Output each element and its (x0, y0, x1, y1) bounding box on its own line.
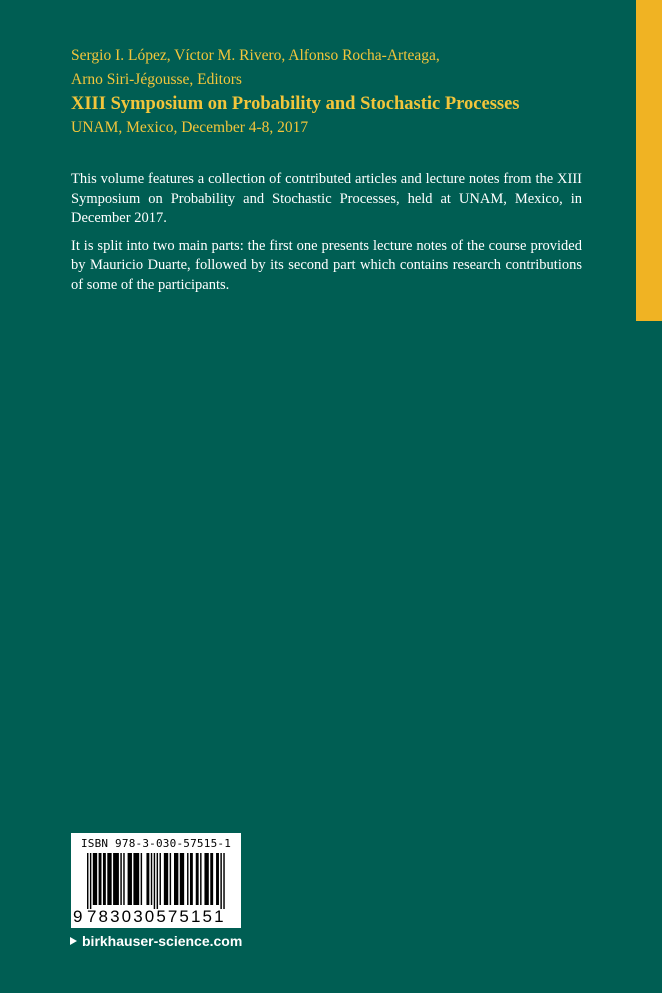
book-subtitle: UNAM, Mexico, December 4-8, 2017 (71, 119, 309, 136)
description-paragraph-1: This volume features a collection of contributed articles and lecture notes from the XIII Symposium on Probability and Stochastic Processes, held at UNAM, Mexico, in December 2017. (71, 171, 582, 226)
barcode-icon (71, 853, 241, 909)
website-text: birkhauser-science.com (82, 933, 243, 949)
description-paragraph-2: It is split into two main parts: the first one presents lecture notes of the course provided by Mauricio Duarte, followed by its second part which contains research contributions of some of the participants. (71, 237, 582, 293)
editors-line-2: Arno Siri-Jégousse, Editors (71, 71, 242, 88)
isbn-barcode (71, 833, 241, 928)
editors-line-1: Sergio I. López, Víctor M. Rivero, Alfonso Rocha-Arteaga, (71, 47, 440, 64)
description (71, 170, 582, 303)
publisher-website-link[interactable] (70, 933, 242, 949)
accent-strip (636, 0, 662, 321)
arrow-right-icon (70, 937, 77, 945)
editors-block (71, 44, 591, 92)
barcode-number: 783030575151 (87, 907, 226, 926)
book-title: XIII Symposium on Probability and Stochastic Processes (71, 94, 520, 114)
isbn-label: ISBN 978-3-030-57515-1 (80, 837, 232, 850)
barcode-first-digit: 9 (73, 907, 83, 926)
